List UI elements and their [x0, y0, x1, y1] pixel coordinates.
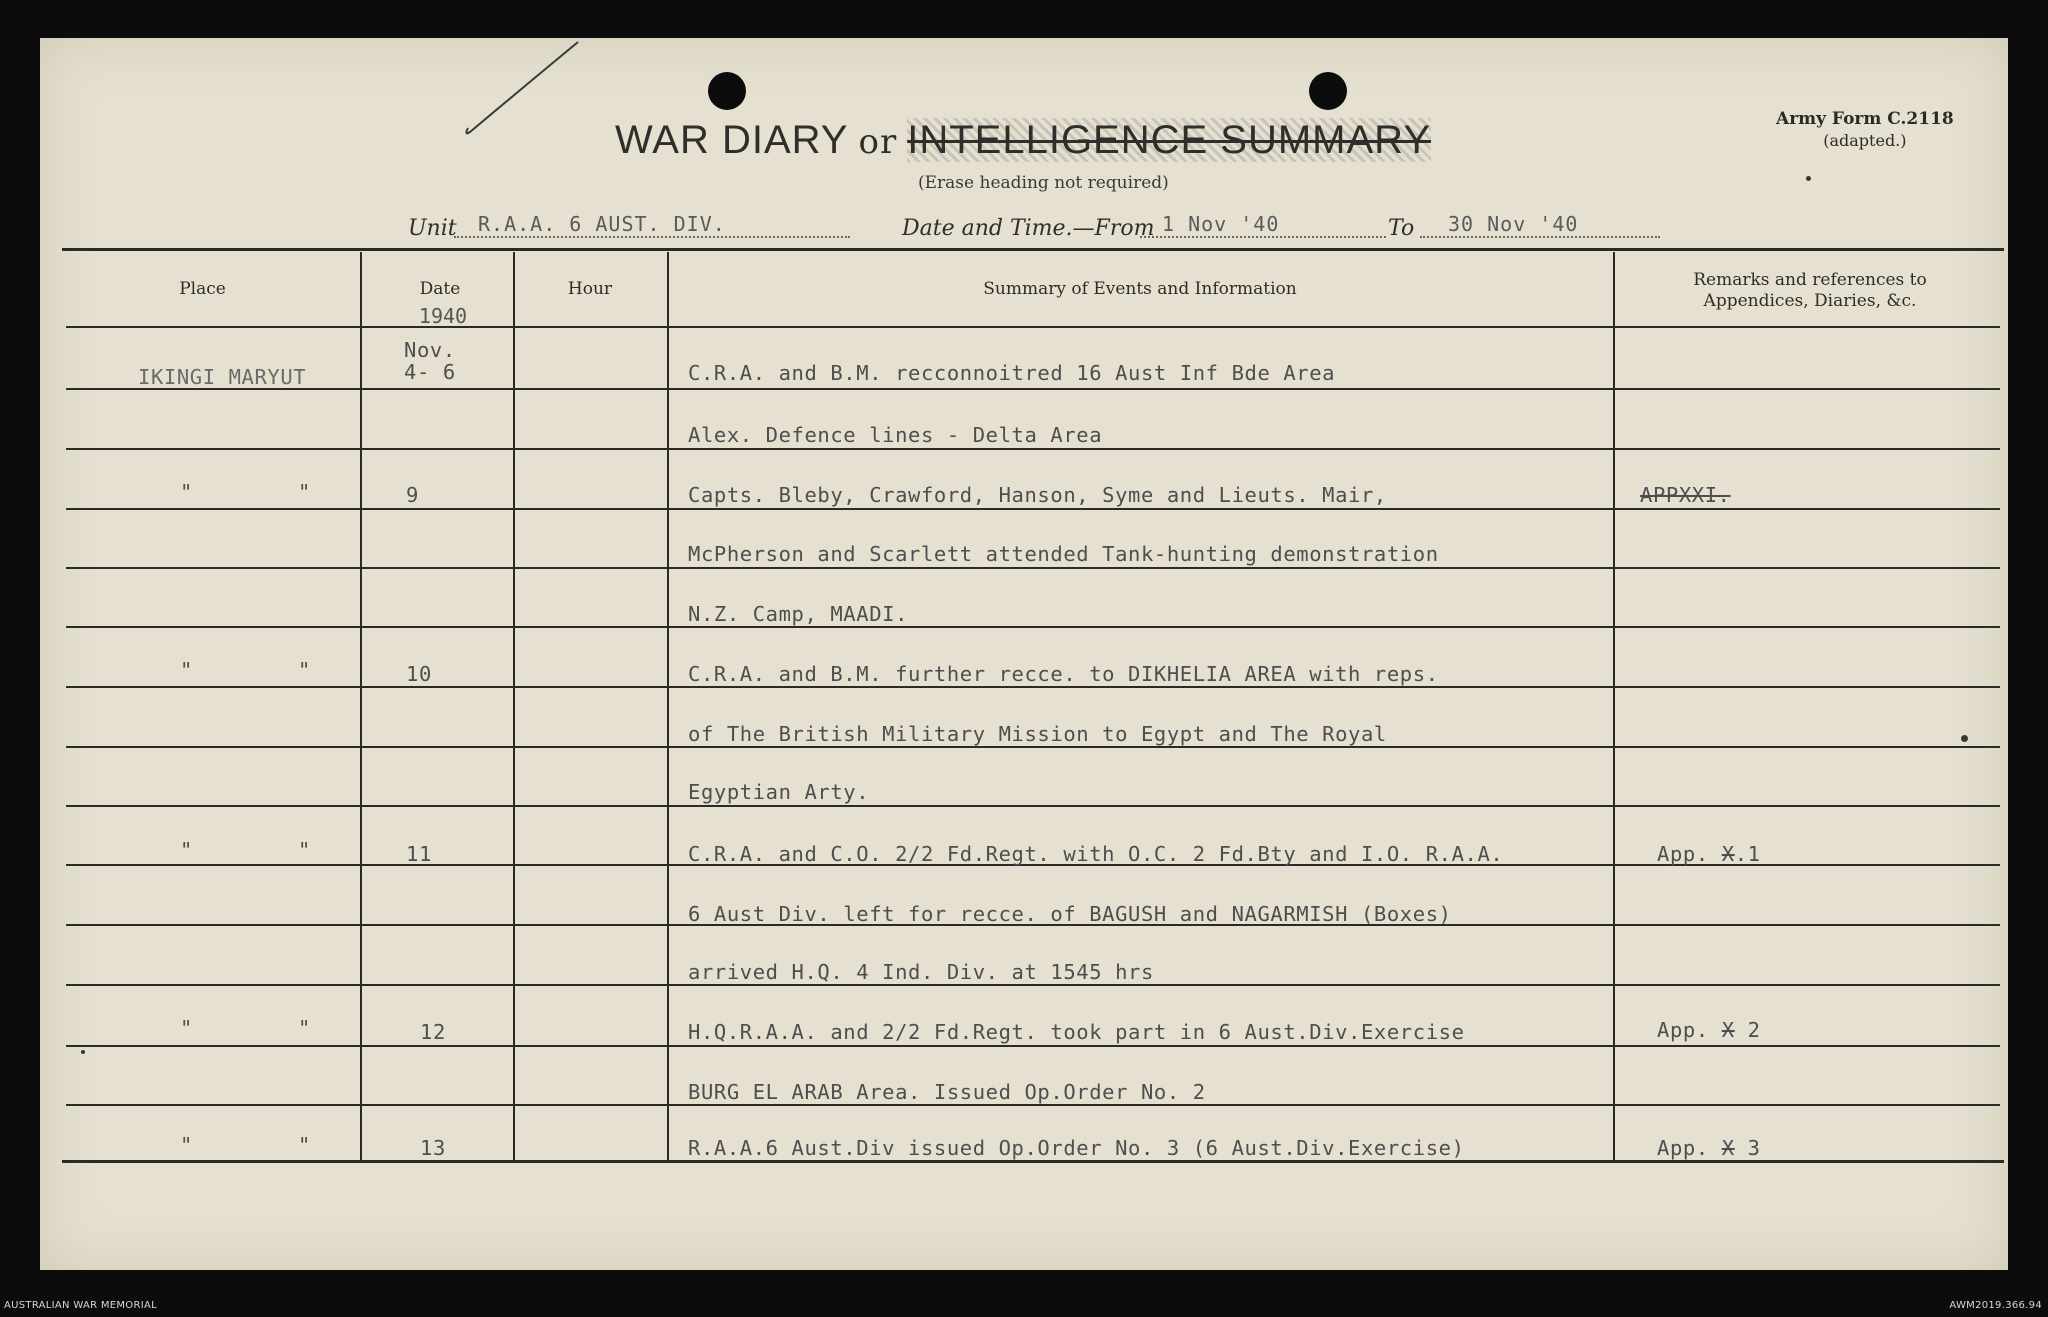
column-header-year: 1940 — [418, 304, 468, 328]
row-rule-line — [66, 508, 2000, 510]
row-14-summary: R.A.A.6 Aust.Div issued Op.Order No. 3 (6 Aust.Div.Exercise) — [688, 1136, 1465, 1160]
paper-speck — [81, 1050, 85, 1054]
row-1-date-month: Nov. — [404, 338, 456, 362]
row-3-date: 9 — [406, 483, 419, 507]
row-3-remarks: APPXXI. — [1640, 483, 1731, 507]
row-14-remarks-struck: X — [1721, 1136, 1735, 1160]
row-12-date: 12 — [420, 1020, 446, 1044]
row-1-summary: C.R.A. and B.M. recconnoitred 16 Aust Inf Bde Area — [688, 361, 1336, 385]
row-11-summary: arrived H.Q. 4 Ind. Div. at 1545 hrs — [688, 960, 1154, 984]
row-14-place-ditto-2: " — [298, 1133, 311, 1157]
table-top-border — [62, 248, 2004, 251]
row-rule-line — [66, 1104, 2000, 1106]
row-14-date: 13 — [420, 1136, 446, 1160]
row-9-place-ditto-1: " — [180, 838, 193, 862]
footer-institution: AUSTRALIAN WAR MEMORIAL — [4, 1300, 157, 1311]
row-rule-line — [66, 448, 2000, 450]
row-14-place-ditto-1: " — [180, 1133, 193, 1157]
row-9-summary: C.R.A. and C.O. 2/2 Fd.Regt. with O.C. 2 Fd.Bty and I.O. R.A.A. — [688, 842, 1504, 866]
row-rule-line — [66, 984, 2000, 986]
row-9-remarks — [1657, 842, 1761, 866]
army-form-label — [1776, 108, 1954, 152]
row-12-remarks-struck: X — [1721, 1018, 1735, 1042]
to-dotted-line — [1420, 236, 1660, 238]
title-or: or — [858, 122, 898, 162]
row-2-summary: Alex. Defence lines - Delta Area — [688, 423, 1103, 447]
row-6-place-ditto-1: " — [180, 658, 193, 682]
row-6-place-ditto-2: " — [298, 658, 311, 682]
title-war-diary: WAR DIARY — [615, 118, 849, 162]
row-3-summary: Capts. Bleby, Crawford, Hanson, Syme and Lieuts. Mair, — [688, 483, 1387, 507]
column-header-remarks-line1: Remarks and references to — [1693, 270, 1927, 290]
page-title — [615, 118, 1431, 163]
paper-speck — [1806, 176, 1811, 181]
from-dotted-line — [1140, 236, 1386, 238]
row-12-summary: H.Q.R.A.A. and 2/2 Fd.Regt. took part in 6 Aust.Div.Exercise — [688, 1020, 1465, 1044]
footer-record-id: AWM2019.366.94 — [1949, 1300, 2042, 1311]
row-3-place-ditto-1: " — [180, 480, 193, 504]
column-header-place: Place — [179, 279, 226, 299]
row-14-remarks-suffix: 3 — [1747, 1136, 1761, 1160]
from-date-value: 1 Nov '40 — [1162, 212, 1280, 236]
punch-hole-left — [708, 72, 746, 110]
row-9-remarks-prefix: App. — [1657, 842, 1709, 866]
row-10-summary: 6 Aust Div. left for recce. of BAGUSH and NAGARMISH (Boxes) — [688, 902, 1452, 926]
row-12-remarks-suffix: 2 — [1747, 1018, 1761, 1042]
column-header-date: Date — [419, 279, 461, 299]
row-9-place-ditto-2: " — [298, 838, 311, 862]
row-6-summary: C.R.A. and B.M. further recce. to DIKHELIA AREA with reps. — [688, 662, 1439, 686]
row-9-date: 11 — [406, 842, 432, 866]
row-rule-line — [66, 626, 2000, 628]
paper-speck — [1961, 735, 1968, 742]
row-14-remarks — [1657, 1136, 1761, 1160]
to-label: To — [1388, 216, 1415, 241]
column-header-remarks-line2: Appendices, Diaries, &c. — [1703, 291, 1917, 311]
army-form-number: Army Form C.2118 — [1776, 109, 1954, 129]
row-rule-line — [66, 746, 2000, 748]
row-12-place-ditto-2: " — [298, 1016, 311, 1040]
row-rule-line — [66, 1045, 2000, 1047]
date-time-label: Date and Time.—From — [902, 216, 1155, 241]
row-rule-line — [66, 567, 2000, 569]
unit-value: R.A.A. 6 AUST. DIV. — [478, 212, 726, 236]
row-7-summary: of The British Military Mission to Egypt and The Royal — [688, 722, 1387, 746]
punch-hole-right — [1309, 72, 1347, 110]
row-1-date: 4- 6 — [404, 360, 456, 384]
row-12-remarks-prefix: App. — [1657, 1018, 1709, 1042]
to-date-value: 30 Nov '40 — [1448, 212, 1579, 236]
row-8-summary: Egyptian Arty. — [688, 780, 870, 804]
row-13-summary: BURG EL ARAB Area. Issued Op.Order No. 2 — [688, 1080, 1206, 1104]
row-9-remarks-struck: X — [1721, 842, 1735, 866]
row-3-place-ditto-2: " — [298, 480, 311, 504]
row-4-summary: McPherson and Scarlett attended Tank-hunting demonstration — [688, 542, 1439, 566]
row-rule-line — [66, 388, 2000, 390]
column-header-hour: Hour — [567, 279, 613, 299]
title-struck-heading: INTELLIGENCE SUMMARY — [907, 118, 1432, 162]
header-row-line — [66, 326, 2000, 328]
army-form-adapted: (adapted.) — [1823, 131, 1907, 150]
row-14-remarks-prefix: App. — [1657, 1136, 1709, 1160]
row-12-place-ditto-1: " — [180, 1016, 193, 1040]
erase-note: (Erase heading not required) — [918, 173, 1169, 193]
row-12-remarks — [1657, 1018, 1761, 1042]
unit-label: Unit — [408, 216, 457, 241]
unit-dotted-line — [454, 236, 850, 238]
row-5-summary: N.Z. Camp, MAADI. — [688, 602, 909, 626]
row-1-place: IKINGI MARYUT — [138, 365, 307, 389]
row-9-remarks-suffix: .1 — [1734, 842, 1761, 866]
row-6-date: 10 — [406, 662, 432, 686]
row-rule-line — [66, 686, 2000, 688]
row-rule-line — [66, 805, 2000, 807]
table-bottom-border — [62, 1160, 2004, 1163]
column-header-summary: Summary of Events and Information — [983, 279, 1297, 299]
pencil-tick-mark — [460, 40, 590, 140]
